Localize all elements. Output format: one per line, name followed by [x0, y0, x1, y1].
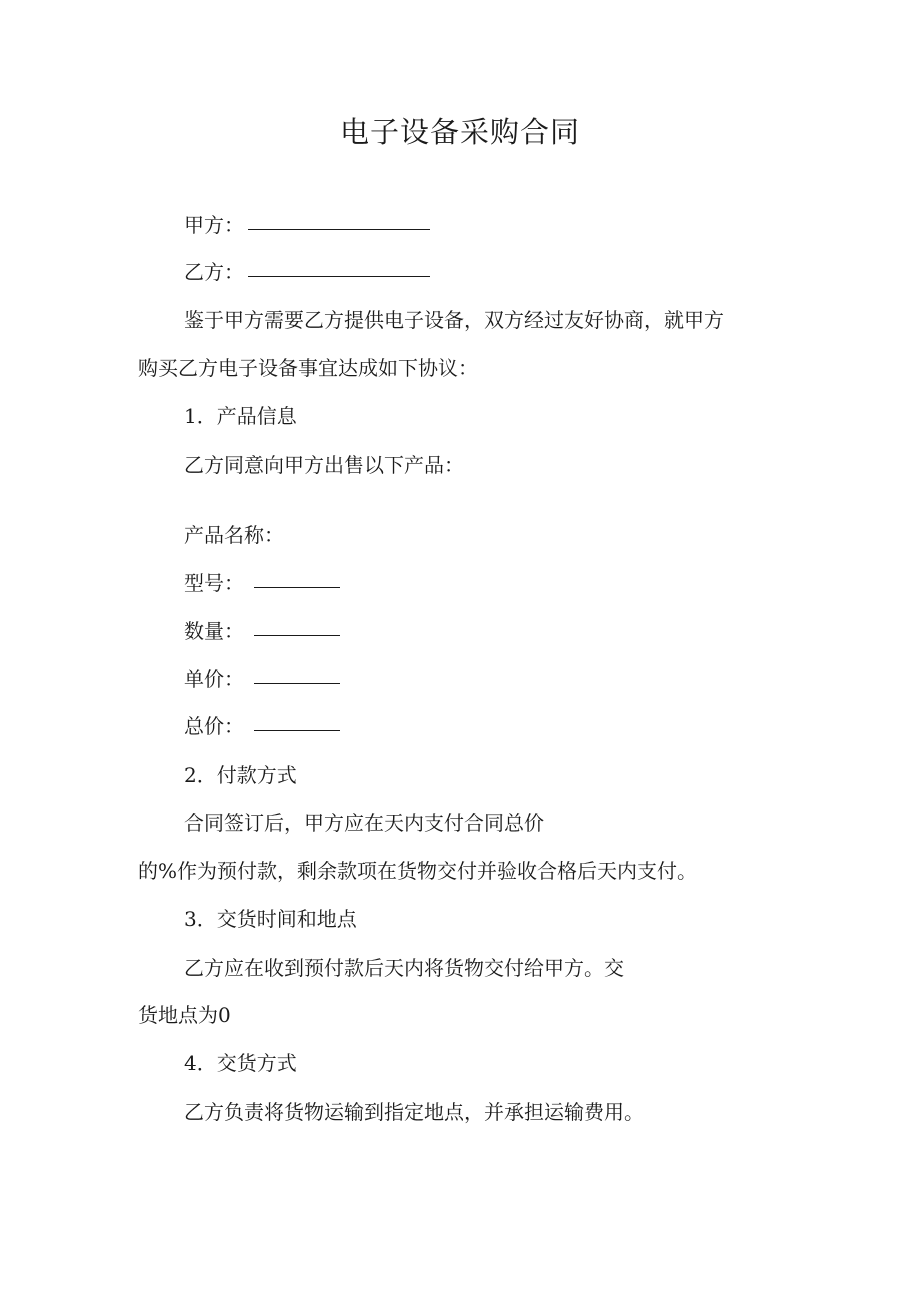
party-a-line — [184, 210, 430, 240]
section2-line-2: 的%作为预付款，剩余款项在货物交付并验收合格后天内支付。 — [138, 859, 698, 883]
preamble-line-1: 鉴于甲方需要乙方提供电子设备，双方经过友好协商，就甲方 — [184, 308, 724, 332]
section4-line-1: 乙方负责将货物运输到指定地点，并承担运输费用。 — [184, 1100, 644, 1124]
party-b-label: 乙方： — [184, 260, 244, 284]
section1-heading: 1．产品信息 — [184, 404, 297, 428]
section4-heading: 4．交货方式 — [184, 1051, 297, 1075]
section2-line-1: 合同签订后，甲方应在天内支付合同总价 — [184, 811, 544, 835]
party-a-blank — [248, 228, 430, 230]
preamble-line-2: 购买乙方电子设备事宜达成如下协议： — [138, 356, 478, 380]
party-a-label: 甲方： — [184, 213, 244, 237]
unit-price-line — [184, 664, 340, 694]
unit-price-blank — [254, 682, 340, 684]
section3-line-2: 货地点为0 — [138, 1003, 231, 1027]
quantity-line — [184, 616, 340, 646]
party-b-line — [184, 257, 430, 287]
section3-line-1: 乙方应在收到预付款后天内将货物交付给甲方。交 — [184, 956, 624, 980]
model-blank — [254, 586, 340, 588]
section3-heading: 3．交货时间和地点 — [184, 907, 357, 931]
quantity-label: 数量： — [184, 619, 244, 643]
unit-price-label: 单价： — [184, 667, 244, 691]
section2-heading: 2．付款方式 — [184, 763, 297, 787]
document-title: 电子设备采购合同 — [339, 115, 580, 149]
party-b-blank — [248, 275, 430, 277]
total-price-label: 总价： — [184, 714, 244, 738]
section1-intro: 乙方同意向甲方出售以下产品： — [184, 453, 464, 477]
product-name-line: 产品名称： — [184, 523, 284, 547]
total-price-line — [184, 711, 340, 741]
model-label: 型号： — [184, 571, 244, 595]
model-line — [184, 568, 340, 598]
quantity-blank — [254, 634, 340, 636]
total-price-blank — [254, 729, 340, 731]
